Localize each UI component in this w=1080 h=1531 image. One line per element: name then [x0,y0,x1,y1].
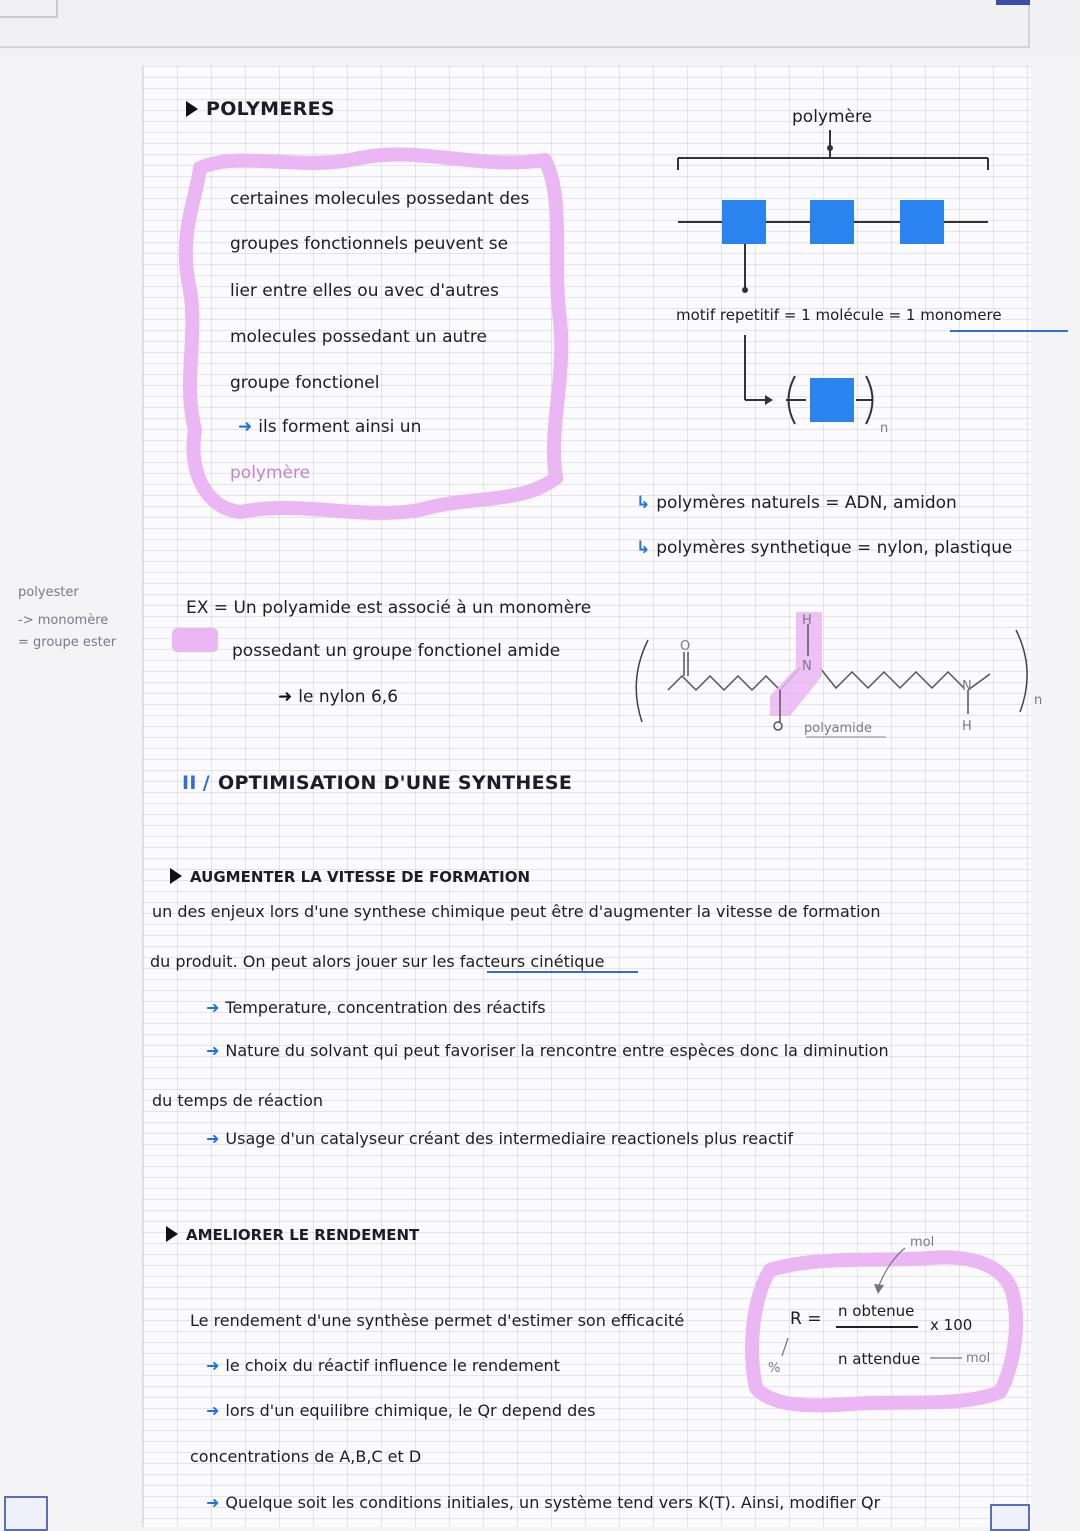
section-title-optimisation: II / OPTIMISATION D'UNE SYNTHESE [182,772,573,794]
ex-line-2: possedant un groupe fonctionel amide [232,641,561,661]
ex-line-1: EX = Un polyamide est associé à un monomère [186,598,592,618]
arrow-right-icon: ➜ [206,1129,220,1148]
rendement-line-3: ➜ lors d'un equilibre chimique, le Qr depend des [206,1401,596,1420]
triangle-bullet-icon [186,101,198,117]
bullet-catalyseur: ➜ Usage d'un catalyseur créant des intermediaire reactionels plus reactif [206,1129,794,1148]
cloud-line-1: certaines molecules possedant des [230,189,530,209]
polymer-label: polymère [792,107,873,127]
rendement-line-3-continued: concentrations de A,B,C et D [190,1447,422,1466]
bullet-temperature: ➜ Temperature, concentration des réactifs [206,998,546,1017]
subtitle-vitesse: AUGMENTER LA VITESSE DE FORMATION [170,866,530,888]
triangle-bullet-icon [170,868,182,884]
arrow-return-icon: ↳ [636,493,651,513]
formula-percent: % [768,1361,781,1376]
rendement-line-4: ➜ Quelque soit les conditions initiales, un système tend vers K(T). Ainsi, modifier Qr [206,1493,881,1512]
formula-times-100: x 100 [930,1316,973,1334]
chem-n-left: N [802,659,812,674]
arrow-right-icon: ➜ [206,1356,220,1375]
paragraph-line-2: du produit. On peut alors jouer sur les facteurs cinétique [150,952,605,971]
cloud-line-5: groupe fonctionel [230,373,380,393]
chem-h-bottom: H [962,719,972,734]
cloud-line-4: molecules possedant un autre [230,327,488,347]
synthetique-line: ↳ polymères synthetique = nylon, plastique [636,538,1013,558]
arrow-right-icon: ➜ [206,1401,220,1420]
sidebar-note-line-3: = groupe ester [18,635,117,650]
formula-unit-top: mol [910,1235,935,1250]
formula-denominator: n attendue [838,1350,921,1368]
chem-label-polyamide: polyamide [804,721,873,736]
chem-o: O [680,639,691,654]
cloud-line-6: ➜ ils forment ainsi un [238,417,422,437]
arrow-right-icon: ➜ [206,1493,220,1512]
arrow-right-icon: ➜ [206,998,220,1017]
monomer-square-repeat [810,378,854,422]
repeat-n: n [880,421,889,436]
motif-label: motif repetitif = 1 molécule = 1 monomere [676,306,1002,324]
chem-h-top: H [802,613,812,628]
formula-numerator: n obtenue [838,1302,915,1320]
monomer-square-1 [722,200,766,244]
arrow-right-icon: ➜ [278,687,293,707]
formula-lhs: R = [790,1309,822,1329]
cloud-line-3: lier entre elles ou avec d'autres [230,281,499,301]
formula-unit-bottom: mol [966,1351,991,1366]
arrow-right-icon: ➜ [238,417,253,437]
section-title-polymeres: POLYMERES [186,98,335,120]
cloud-line-2: groupes fonctionnels peuvent se [230,234,509,254]
cloud-line-7: polymère [230,463,311,483]
chem-n-index: n [1034,693,1043,708]
bullet-solvant-continued: du temps de réaction [152,1091,324,1110]
monomer-square-3 [900,200,944,244]
rendement-line-2: ➜ le choix du réactif influence le rendement [206,1356,560,1375]
naturels-line: ↳ polymères naturels = ADN, amidon [636,493,957,513]
sidebar-note-line-2: -> monomère [18,613,109,628]
crop-handle-bottom-left[interactable] [4,1496,48,1531]
arrow-right-icon: ➜ [206,1041,220,1060]
sidebar-note-line-1: polyester [18,585,79,600]
paragraph-line-1: un des enjeux lors d'une synthese chimique peut être d'augmenter la vitesse de formation [152,902,881,921]
ex-line-3: ➜ le nylon 6,6 [278,687,399,707]
arrow-return-icon: ↳ [636,538,651,558]
rendement-line-1: Le rendement d'une synthèse permet d'estimer son efficacité [190,1311,685,1330]
chem-n-right: N [962,679,972,694]
subtitle-rendement: AMELIORER LE RENDEMENT [166,1224,419,1246]
triangle-bullet-icon [166,1226,178,1242]
monomer-square-2 [810,200,854,244]
bullet-solvant: ➜ Nature du solvant qui peut favoriser la rencontre entre espèces donc la diminution [206,1041,889,1060]
